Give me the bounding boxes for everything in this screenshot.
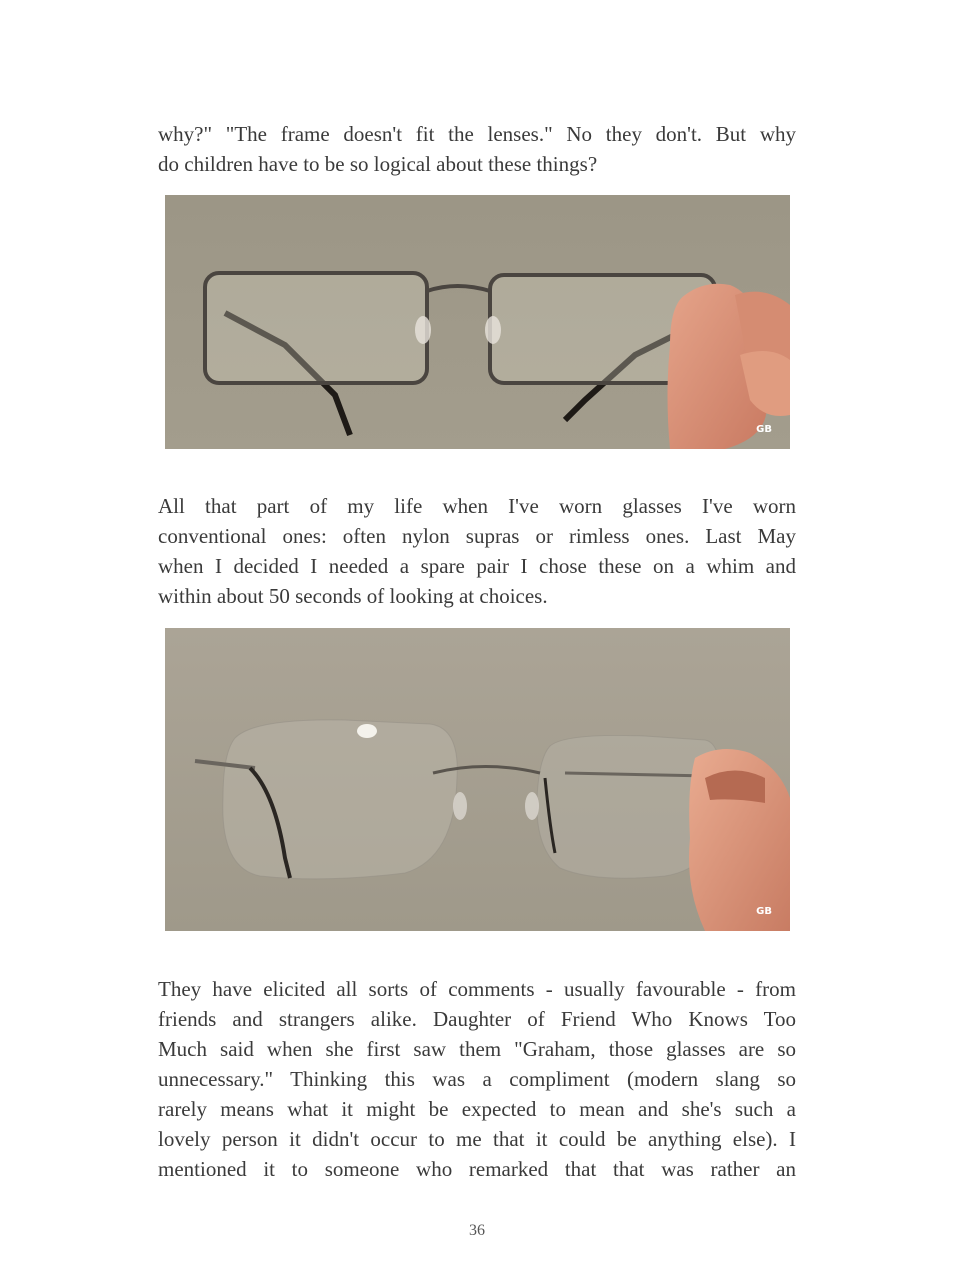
- paragraph-1: [158, 119, 796, 179]
- text-line: within about 50 seconds of looking at choices.: [158, 584, 548, 608]
- glasses-image: [165, 628, 790, 931]
- text-line: unnecessary." Thinking this was a compliment (modern slang so: [158, 1067, 796, 1091]
- photo-framed-glasses: [165, 195, 790, 449]
- text-line: conventional ones: often nylon supras or rimless ones. Last May: [158, 524, 796, 548]
- photo-rimless-glasses: [165, 628, 790, 931]
- text-line: when I decided I needed a spare pair I chose these on a whim and: [158, 554, 796, 578]
- paragraph-2: [158, 491, 796, 611]
- watermark: GB: [756, 906, 772, 917]
- text-line: why?" "The frame doesn't fit the lenses." No they don't. But why: [158, 122, 796, 146]
- paragraph-3: [158, 974, 796, 1184]
- watermark: GB: [756, 424, 772, 435]
- text-line: do children have to be so logical about these things?: [158, 152, 598, 176]
- text-line: Much said when she first saw them "Graham, those glasses are so: [158, 1037, 796, 1061]
- text-line: They have elicited all sorts of comments - usually favourable - from: [158, 977, 796, 1001]
- text-line: All that part of my life when I've worn glasses I've worn: [158, 494, 796, 518]
- text-line: rarely means what it might be expected to mean and she's such a: [158, 1097, 796, 1121]
- glasses-image: [165, 195, 790, 449]
- text-line: mentioned it to someone who remarked that that was rather an: [158, 1157, 796, 1181]
- text-line: lovely person it didn't occur to me that it could be anything else). I: [158, 1127, 796, 1151]
- page-number: 36: [469, 1222, 485, 1239]
- text-line: friends and strangers alike. Daughter of Friend Who Knows Too: [158, 1007, 796, 1031]
